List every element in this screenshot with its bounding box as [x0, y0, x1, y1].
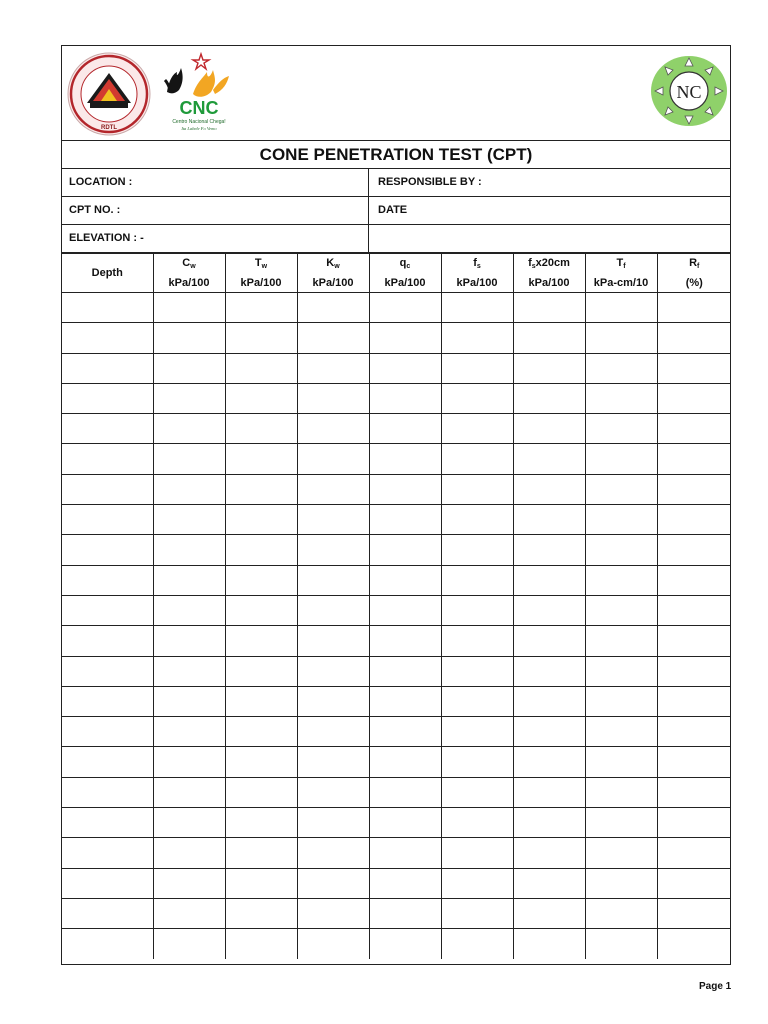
- table-cell[interactable]: [297, 747, 369, 777]
- table-cell[interactable]: [657, 293, 731, 323]
- table-cell[interactable]: [153, 656, 225, 686]
- table-cell[interactable]: [369, 565, 441, 595]
- table-cell[interactable]: [297, 777, 369, 807]
- table-cell[interactable]: [441, 717, 513, 747]
- table-cell[interactable]: [513, 747, 585, 777]
- table-cell[interactable]: [297, 444, 369, 474]
- col-header-depth: Depth: [62, 254, 153, 293]
- table-cell[interactable]: [225, 535, 297, 565]
- table-cell[interactable]: [657, 747, 731, 777]
- cnc-tagline: Ita Labele Fo Vemo: [181, 126, 217, 131]
- table-cell[interactable]: [513, 898, 585, 928]
- table-cell[interactable]: [657, 808, 731, 838]
- table-row: [62, 293, 731, 323]
- table-cell[interactable]: [153, 747, 225, 777]
- cnc-logo: [163, 52, 235, 134]
- table-cell[interactable]: [369, 323, 441, 353]
- table-cell[interactable]: [513, 353, 585, 383]
- table-row: [62, 929, 731, 959]
- table-cell[interactable]: [225, 777, 297, 807]
- table-cell[interactable]: [297, 717, 369, 747]
- table-cell[interactable]: [369, 383, 441, 413]
- table-cell[interactable]: [585, 293, 657, 323]
- table-cell[interactable]: [657, 868, 731, 898]
- table-cell[interactable]: [62, 293, 153, 323]
- table-cell[interactable]: [62, 656, 153, 686]
- table-cell[interactable]: [657, 898, 731, 928]
- table-cell[interactable]: [513, 868, 585, 898]
- table-cell[interactable]: [585, 535, 657, 565]
- table-cell[interactable]: [441, 505, 513, 535]
- table-cell[interactable]: [153, 595, 225, 625]
- cpt-no-label: CPT NO. :: [62, 197, 369, 224]
- table-cell[interactable]: [513, 565, 585, 595]
- table-cell[interactable]: [657, 565, 731, 595]
- table-cell[interactable]: [585, 565, 657, 595]
- table-cell[interactable]: [297, 353, 369, 383]
- table-cell[interactable]: [369, 838, 441, 868]
- table-row: [62, 595, 731, 625]
- table-cell[interactable]: [297, 838, 369, 868]
- table-cell[interactable]: [153, 565, 225, 595]
- table-cell[interactable]: [225, 808, 297, 838]
- table-row: [62, 626, 731, 656]
- table-cell[interactable]: [153, 808, 225, 838]
- table-cell[interactable]: [585, 383, 657, 413]
- table-cell[interactable]: [369, 747, 441, 777]
- table-cell[interactable]: [441, 474, 513, 504]
- nc-mark-text: NC: [676, 82, 702, 102]
- table-cell[interactable]: [513, 323, 585, 353]
- cnc-subtitle: Centro Nacional Chega!: [172, 119, 226, 125]
- table-cell[interactable]: [62, 808, 153, 838]
- table-cell[interactable]: [585, 414, 657, 444]
- table-cell[interactable]: [369, 808, 441, 838]
- col-header-kw: $K_w$ kPa/100: [297, 254, 369, 293]
- table-row: [62, 868, 731, 898]
- table-cell[interactable]: [441, 383, 513, 413]
- table-cell[interactable]: [369, 898, 441, 928]
- table-cell[interactable]: [153, 929, 225, 959]
- table-row: [62, 838, 731, 868]
- table-cell[interactable]: [369, 293, 441, 323]
- table-cell[interactable]: [441, 444, 513, 474]
- table-cell[interactable]: [513, 929, 585, 959]
- table-cell[interactable]: [62, 505, 153, 535]
- table-cell[interactable]: [441, 868, 513, 898]
- table-cell[interactable]: [225, 929, 297, 959]
- table-cell[interactable]: [153, 383, 225, 413]
- table-cell[interactable]: [225, 717, 297, 747]
- table-cell[interactable]: [513, 626, 585, 656]
- table-cell[interactable]: [153, 474, 225, 504]
- table-row: [62, 353, 731, 383]
- table-cell[interactable]: [657, 686, 731, 716]
- table-cell[interactable]: [441, 929, 513, 959]
- col-header-tf: $T_f$ kPa-cm/10: [585, 254, 657, 293]
- table-cell[interactable]: [585, 474, 657, 504]
- col-header-fs-20cm: $f_sx20cm$ kPa/100: [513, 254, 585, 293]
- elevation-blank-cell: [369, 225, 730, 252]
- table-row: [62, 505, 731, 535]
- table-cell[interactable]: [513, 444, 585, 474]
- table-cell[interactable]: [585, 686, 657, 716]
- table-cell[interactable]: [297, 505, 369, 535]
- table-cell[interactable]: [297, 565, 369, 595]
- table-cell[interactable]: [62, 323, 153, 353]
- table-row: [62, 717, 731, 747]
- table-cell[interactable]: [153, 777, 225, 807]
- table-row: [62, 656, 731, 686]
- table-cell[interactable]: [369, 474, 441, 504]
- table-cell[interactable]: [225, 565, 297, 595]
- table-row: [62, 686, 731, 716]
- table-cell[interactable]: [153, 323, 225, 353]
- table-cell[interactable]: [297, 323, 369, 353]
- table-cell[interactable]: [225, 353, 297, 383]
- table-row: [62, 898, 731, 928]
- table-cell[interactable]: [657, 323, 731, 353]
- table-cell[interactable]: [297, 414, 369, 444]
- table-cell[interactable]: [441, 626, 513, 656]
- table-cell[interactable]: [62, 414, 153, 444]
- nc-logo: [649, 54, 729, 128]
- table-cell[interactable]: [441, 838, 513, 868]
- table-cell[interactable]: [585, 323, 657, 353]
- table-cell[interactable]: [62, 838, 153, 868]
- table-cell[interactable]: [513, 505, 585, 535]
- table-cell[interactable]: [441, 777, 513, 807]
- table-cell[interactable]: [62, 383, 153, 413]
- table-cell[interactable]: [513, 838, 585, 868]
- table-cell[interactable]: [513, 474, 585, 504]
- table-cell[interactable]: [441, 414, 513, 444]
- table-row: [62, 747, 731, 777]
- table-cell[interactable]: [441, 353, 513, 383]
- table-cell[interactable]: [441, 323, 513, 353]
- col-header-qc: $q_c$ kPa/100: [369, 254, 441, 293]
- table-cell[interactable]: [153, 626, 225, 656]
- table-cell[interactable]: [513, 595, 585, 625]
- table-cell[interactable]: [62, 535, 153, 565]
- table-cell[interactable]: [62, 717, 153, 747]
- table-cell[interactable]: [657, 535, 731, 565]
- info-row-cpt: [62, 197, 730, 225]
- table-cell[interactable]: [585, 626, 657, 656]
- table-cell[interactable]: [513, 535, 585, 565]
- col-header-fs: $f_s$ kPa/100: [441, 254, 513, 293]
- table-cell[interactable]: [225, 626, 297, 656]
- table-cell[interactable]: [297, 474, 369, 504]
- table-cell[interactable]: [153, 353, 225, 383]
- table-cell[interactable]: [369, 414, 441, 444]
- page-title: CONE PENETRATION TEST (CPT): [62, 141, 730, 169]
- table-cell[interactable]: [657, 505, 731, 535]
- responsible-label: RESPONSIBLE BY :: [378, 176, 482, 188]
- table-cell[interactable]: [657, 626, 731, 656]
- table-cell[interactable]: [62, 777, 153, 807]
- table-cell[interactable]: [657, 717, 731, 747]
- table-cell[interactable]: [369, 595, 441, 625]
- table-cell[interactable]: [369, 929, 441, 959]
- table-cell[interactable]: [62, 747, 153, 777]
- table-cell[interactable]: [62, 474, 153, 504]
- table-cell[interactable]: [513, 414, 585, 444]
- table-cell[interactable]: [225, 656, 297, 686]
- table-cell[interactable]: [441, 293, 513, 323]
- table-row: [62, 777, 731, 807]
- table-cell[interactable]: [297, 898, 369, 928]
- table-cell[interactable]: [585, 444, 657, 474]
- table-cell[interactable]: [513, 383, 585, 413]
- table-cell[interactable]: [441, 565, 513, 595]
- table-row: [62, 414, 731, 444]
- table-cell[interactable]: [369, 656, 441, 686]
- table-cell[interactable]: [62, 444, 153, 474]
- table-cell[interactable]: [441, 898, 513, 928]
- table-cell[interactable]: [369, 535, 441, 565]
- table-cell[interactable]: [585, 808, 657, 838]
- table-cell[interactable]: [441, 747, 513, 777]
- col-header-rf: $R_f$ (%): [657, 254, 731, 293]
- table-cell[interactable]: [585, 353, 657, 383]
- table-row: [62, 383, 731, 413]
- table-cell[interactable]: [369, 868, 441, 898]
- table-cell[interactable]: [225, 383, 297, 413]
- table-cell[interactable]: [153, 898, 225, 928]
- table-cell[interactable]: [225, 898, 297, 928]
- table-cell[interactable]: [225, 747, 297, 777]
- table-cell[interactable]: [657, 656, 731, 686]
- logo-band: [62, 46, 730, 141]
- table-row: [62, 565, 731, 595]
- table-cell[interactable]: [441, 656, 513, 686]
- cnc-mark-text: CNC: [179, 98, 219, 118]
- table-cell[interactable]: [225, 444, 297, 474]
- table-cell[interactable]: [62, 353, 153, 383]
- table-cell[interactable]: [297, 656, 369, 686]
- col-header-tw: $T_w$ kPa/100: [225, 254, 297, 293]
- table-cell[interactable]: [369, 444, 441, 474]
- seal-bottom-text: RDTL: [101, 125, 117, 131]
- table-cell[interactable]: [225, 505, 297, 535]
- table-cell[interactable]: [585, 929, 657, 959]
- table-cell[interactable]: [62, 686, 153, 716]
- table-cell[interactable]: [513, 777, 585, 807]
- table-cell[interactable]: [513, 808, 585, 838]
- table-cell[interactable]: [585, 656, 657, 686]
- table-cell[interactable]: [585, 838, 657, 868]
- table-cell[interactable]: [153, 293, 225, 323]
- table-cell[interactable]: [297, 383, 369, 413]
- table-cell[interactable]: [657, 474, 731, 504]
- table-cell[interactable]: [657, 383, 731, 413]
- table-cell[interactable]: [369, 686, 441, 716]
- table-cell[interactable]: [153, 505, 225, 535]
- table-cell[interactable]: [513, 686, 585, 716]
- table-row: [62, 444, 731, 474]
- table-cell[interactable]: [441, 535, 513, 565]
- table-cell[interactable]: [441, 808, 513, 838]
- table-cell[interactable]: [657, 353, 731, 383]
- table-cell[interactable]: [441, 686, 513, 716]
- table-cell[interactable]: [225, 838, 297, 868]
- table-cell[interactable]: [297, 535, 369, 565]
- table-row: [62, 323, 731, 353]
- table-cell[interactable]: [153, 444, 225, 474]
- date-label: DATE: [378, 204, 408, 216]
- table-cell[interactable]: [62, 595, 153, 625]
- table-cell[interactable]: [62, 868, 153, 898]
- table-row: [62, 535, 731, 565]
- table-body: [62, 293, 731, 959]
- table-cell[interactable]: [585, 717, 657, 747]
- table-cell[interactable]: [297, 686, 369, 716]
- table-cell[interactable]: [225, 868, 297, 898]
- table-cell[interactable]: [369, 717, 441, 747]
- rdtl-seal-logo: [66, 51, 152, 137]
- table-cell[interactable]: [62, 626, 153, 656]
- table-cell[interactable]: [369, 626, 441, 656]
- table-cell[interactable]: [62, 929, 153, 959]
- table-cell[interactable]: [441, 595, 513, 625]
- table-cell[interactable]: [369, 777, 441, 807]
- table-cell[interactable]: [585, 777, 657, 807]
- info-row-location: [62, 169, 730, 197]
- table-cell[interactable]: [585, 505, 657, 535]
- table-cell[interactable]: [225, 595, 297, 625]
- table-header-row: [62, 254, 731, 293]
- form-frame: [61, 45, 731, 965]
- table-cell[interactable]: [153, 535, 225, 565]
- page-number: Page 1: [699, 981, 732, 992]
- table-cell[interactable]: [657, 444, 731, 474]
- table-cell[interactable]: [297, 595, 369, 625]
- table-cell[interactable]: [297, 929, 369, 959]
- table-cell[interactable]: [62, 565, 153, 595]
- table-cell[interactable]: [153, 414, 225, 444]
- table-cell[interactable]: [297, 808, 369, 838]
- table-cell[interactable]: [153, 686, 225, 716]
- table-cell[interactable]: [657, 595, 731, 625]
- cpt-data-table: [62, 253, 731, 959]
- location-label: LOCATION :: [62, 169, 369, 196]
- table-cell[interactable]: [297, 293, 369, 323]
- col-header-cw: $C_w$ kPa/100: [153, 254, 225, 293]
- table-cell[interactable]: [225, 293, 297, 323]
- table-cell[interactable]: [297, 626, 369, 656]
- table-cell[interactable]: [62, 898, 153, 928]
- table-cell[interactable]: [657, 777, 731, 807]
- table-cell[interactable]: [225, 414, 297, 444]
- table-cell[interactable]: [153, 868, 225, 898]
- table-cell[interactable]: [585, 747, 657, 777]
- table-cell[interactable]: [369, 353, 441, 383]
- table-cell[interactable]: [657, 838, 731, 868]
- table-cell[interactable]: [585, 868, 657, 898]
- table-cell[interactable]: [297, 868, 369, 898]
- info-row-elevation: [62, 225, 730, 253]
- table-cell[interactable]: [585, 898, 657, 928]
- table-cell[interactable]: [225, 474, 297, 504]
- table-cell[interactable]: [585, 595, 657, 625]
- table-cell[interactable]: [657, 414, 731, 444]
- table-cell[interactable]: [657, 929, 731, 959]
- table-cell[interactable]: [153, 838, 225, 868]
- table-cell[interactable]: [513, 293, 585, 323]
- elevation-label: ELEVATION : -: [62, 225, 369, 252]
- table-cell[interactable]: [513, 656, 585, 686]
- table-row: [62, 474, 731, 504]
- table-cell[interactable]: [225, 686, 297, 716]
- table-cell[interactable]: [369, 505, 441, 535]
- table-cell[interactable]: [153, 717, 225, 747]
- table-row: [62, 808, 731, 838]
- table-cell[interactable]: [513, 717, 585, 747]
- table-cell[interactable]: [225, 323, 297, 353]
